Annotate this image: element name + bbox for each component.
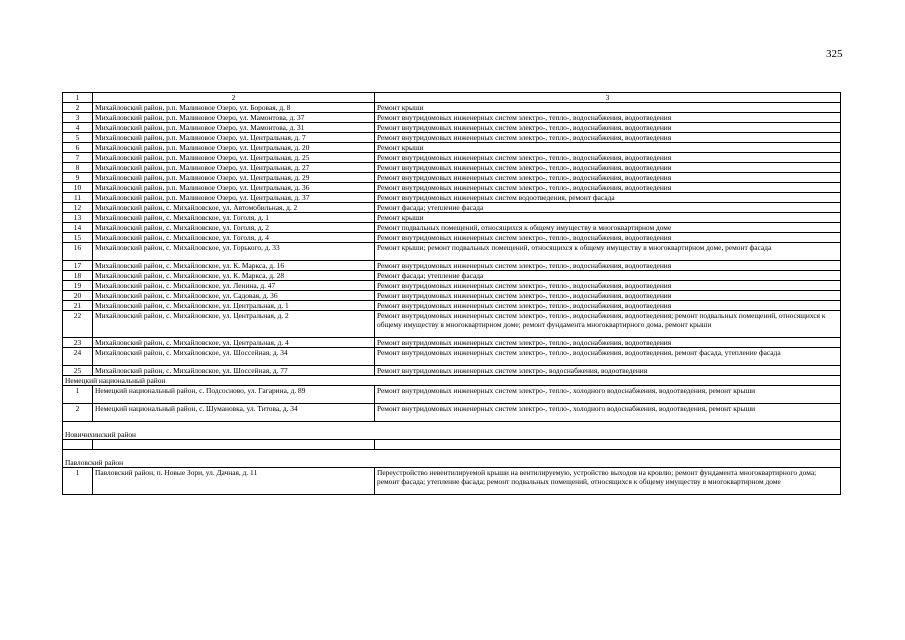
table-row [63, 163, 841, 173]
work-cell: Ремонт внутридомовых инженерных систем электро-, тепло-, холодного водоснабжения, водоотведения, ремонт крыши [375, 386, 841, 404]
work-cell: Ремонт внутридомовых инженерных систем электро-, тепло-, водоснабжения, водоотведения [375, 163, 841, 173]
address-cell: Михайловский район, с. Михайловское, ул. Гоголя, д. 1 [93, 213, 375, 223]
work-cell: Переустройство невентилируемой крыши на вентилируемую, устройство выходов на кровлю; ремонт фундамента многоквартирного дома; ремонт фасада; утепление фасада; ремонт подвальных помещений, относящихся к общему имуществу в многоквартирном доме [375, 468, 841, 495]
table-row [63, 133, 841, 143]
table-row [63, 338, 841, 348]
work-cell: Ремонт внутридомовых инженерных систем электро-, тепло-, водоснабжения, водоотведения [375, 113, 841, 123]
header-col-3: 3 [375, 93, 841, 103]
address-cell: Михайловский район, р.п. Малиновое Озеро, ул. Мамонтова, д. 37 [93, 113, 375, 123]
address-cell: Михайловский район, с. Михайловское, ул. Центральная, д. 1 [93, 301, 375, 311]
address-cell: Михайловский район, р.п. Малиновое Озеро, ул. Центральная, д. 36 [93, 183, 375, 193]
row-number: 22 [63, 311, 93, 338]
address-cell: Михайловский район, с. Михайловское, ул. Гоголя, д. 4 [93, 233, 375, 243]
row-number: 18 [63, 271, 93, 281]
row-number: 20 [63, 291, 93, 301]
address-cell: Михайловский район, р.п. Малиновое Озеро, ул. Центральная, д. 29 [93, 173, 375, 183]
table-row [63, 153, 841, 163]
work-cell: Ремонт крыши [375, 103, 841, 113]
work-cell: Ремонт внутридомовых инженерных систем электро-, тепло-, водоснабжения, водоотведения [375, 123, 841, 133]
table-row [63, 301, 841, 311]
row-number: 21 [63, 301, 93, 311]
table-row [63, 113, 841, 123]
work-cell: Ремонт внутридомовых инженерных систем электро-, тепло-, водоснабжения, водоотведения [375, 183, 841, 193]
table-row [63, 271, 841, 281]
row-number: 2 [63, 103, 93, 113]
row-number: 10 [63, 183, 93, 193]
address-cell: Михайловский район, с. Михайловское, ул. Шоссейная, д. 77 [93, 366, 375, 376]
row-number: 13 [63, 213, 93, 223]
table-row [63, 348, 841, 366]
work-cell: Ремонт внутридомовых инженерных систем электро-, тепло-, водоснабжения, водоотведения [375, 133, 841, 143]
address-cell: Михайловский район, с. Михайловское, ул. Центральная, д. 2 [93, 311, 375, 338]
section-row [63, 450, 841, 468]
table-row [63, 203, 841, 213]
section-title: Немецкий национальный район [63, 376, 841, 386]
row-number: 7 [63, 153, 93, 163]
address-cell: Немецкий национальный район, с. Подсосново, ул. Гагарина, д. 89 [93, 386, 375, 404]
work-cell: Ремонт внутридомовых инженерных систем электро-, тепло-, холодного водоснабжения, водоотведения, ремонт крыши [375, 404, 841, 422]
table-row [63, 243, 841, 261]
row-number: 16 [63, 243, 93, 261]
table-row [63, 123, 841, 133]
work-cell: Ремонт внутридомовых инженерных систем электро-, тепло-, водоснабжения, водоотведения [375, 173, 841, 183]
work-cell: Ремонт внутридомовых инженерных систем электро-, тепло-, водоснабжения, водоотведения [375, 233, 841, 243]
table-row [63, 386, 841, 404]
work-cell: Ремонт фасада; утепление фасада [375, 271, 841, 281]
row-number: 8 [63, 163, 93, 173]
table-row [63, 213, 841, 223]
work-cell: Ремонт внутридомовых инженерных систем электро-, тепло-, водоснабжения, водоотведения [375, 261, 841, 271]
address-cell: Михайловский район, р.п. Малиновое Озеро, ул. Боровая, д. 8 [93, 103, 375, 113]
table-row [63, 311, 841, 338]
section-row [63, 422, 841, 440]
work-cell: Ремонт внутридомовых инженерных систем электро-, водоснабжения, водоотведения [375, 366, 841, 376]
row-number: 9 [63, 173, 93, 183]
address-cell: Михайловский район, с. Михайловское, ул. К. Маркса, д. 16 [93, 261, 375, 271]
work-cell: Ремонт внутридомовых инженерных систем электро-, тепло-, водоснабжения, водоотведения; ремонт подвальных помещений, относящихся к общему имуществу в многоквартирном доме; ремонт фундамента многоквартирного дома, ремонт крыши [375, 311, 841, 338]
table-row [63, 404, 841, 422]
row-number: 1 [63, 386, 93, 404]
empty-row [63, 440, 841, 450]
header-col-2: 2 [93, 93, 375, 103]
row-number: 25 [63, 366, 93, 376]
address-cell: Михайловский район, р.п. Малиновое Озеро, ул. Центральная, д. 7 [93, 133, 375, 143]
table-row [63, 233, 841, 243]
address-cell: Михайловский район, с. Михайловское, ул. Автомобильная, д. 2 [93, 203, 375, 213]
address-cell: Немецкий национальный район, с. Шумановка, ул. Титова, д. 34 [93, 404, 375, 422]
row-number: 24 [63, 348, 93, 366]
work-cell: Ремонт фасада; утепление фасада [375, 203, 841, 213]
work-cell: Ремонт внутридомовых инженерных систем электро-, тепло-, водоснабжения, водоотведения [375, 338, 841, 348]
row-number: 14 [63, 223, 93, 233]
table-row [63, 103, 841, 113]
work-cell: Ремонт подвальных помещений, относящихся к общему имуществу в многоквартирном доме [375, 223, 841, 233]
work-cell: Ремонт крыши [375, 143, 841, 153]
table-row [63, 366, 841, 376]
empty-cell [375, 440, 841, 450]
repair-table [62, 92, 841, 495]
address-cell: Михайловский район, р.п. Малиновое Озеро, ул. Центральная, д. 37 [93, 193, 375, 203]
empty-cell [93, 440, 375, 450]
table-row [63, 183, 841, 193]
row-number: 19 [63, 281, 93, 291]
work-cell: Ремонт внутридомовых инженерных систем электро-, тепло-, водоснабжения, водоотведения, ремонт фасада, утепление фасада [375, 348, 841, 366]
row-number: 11 [63, 193, 93, 203]
row-number: 2 [63, 404, 93, 422]
table-row [63, 468, 841, 495]
address-cell: Михайловский район, с. Михайловское, ул. К. Маркса, д. 28 [93, 271, 375, 281]
address-cell: Михайловский район, с. Михайловское, ул. Ленина, д. 47 [93, 281, 375, 291]
address-cell: Михайловский район, с. Михайловское, ул. Горького, д. 33 [93, 243, 375, 261]
table-row [63, 193, 841, 203]
table-row [63, 223, 841, 233]
address-cell: Михайловский район, р.п. Малиновое Озеро, ул. Мамонтова, д. 31 [93, 123, 375, 133]
row-number: 3 [63, 113, 93, 123]
table-row [63, 261, 841, 271]
address-cell: Михайловский район, р.п. Малиновое Озеро, ул. Центральная, д. 25 [93, 153, 375, 163]
row-number: 23 [63, 338, 93, 348]
header-row [63, 93, 841, 103]
address-cell: Михайловский район, с. Михайловское, ул. Шоссейная, д. 34 [93, 348, 375, 366]
empty-cell [63, 440, 93, 450]
work-cell: Ремонт крыши [375, 213, 841, 223]
address-cell: Михайловский район, с. Михайловское, ул. Центральная, д. 4 [93, 338, 375, 348]
table-row [63, 173, 841, 183]
row-number: 12 [63, 203, 93, 213]
row-number: 5 [63, 133, 93, 143]
work-cell: Ремонт внутридомовых инженерных систем водоотведения, ремонт фасада [375, 193, 841, 203]
row-number: 15 [63, 233, 93, 243]
row-number: 1 [63, 468, 93, 495]
row-number: 17 [63, 261, 93, 271]
section-title: Новичихинский район [63, 422, 841, 440]
table-row [63, 281, 841, 291]
section-title: Павловский район [63, 450, 841, 468]
table-row [63, 291, 841, 301]
address-cell: Михайловский район, с. Михайловское, ул. Садовая, д. 36 [93, 291, 375, 301]
work-cell: Ремонт внутридомовых инженерных систем электро-, тепло-, водоснабжения, водоотведения [375, 281, 841, 291]
work-cell: Ремонт внутридомовых инженерных систем электро-, тепло-, водоснабжения, водоотведения [375, 291, 841, 301]
row-number: 6 [63, 143, 93, 153]
work-cell: Ремонт внутридомовых инженерных систем электро-, тепло-, водоснабжения, водоотведения [375, 153, 841, 163]
address-cell: Павловский район, п. Новые Зори, ул. Дачная, д. 11 [93, 468, 375, 495]
work-cell: Ремонт крыши; ремонт подвальных помещений, относящихся к общему имуществу в многоквартирном доме, ремонт фасада [375, 243, 841, 261]
address-cell: Михайловский район, р.п. Малиновое Озеро, ул. Центральная, д. 27 [93, 163, 375, 173]
address-cell: Михайловский район, с. Михайловское, ул. Гоголя, д. 2 [93, 223, 375, 233]
table-row [63, 143, 841, 153]
work-cell: Ремонт внутридомовых инженерных систем электро-, тепло-, водоснабжения, водоотведения [375, 301, 841, 311]
section-row [63, 376, 841, 386]
row-number: 4 [63, 123, 93, 133]
address-cell: Михайловский район, р.п. Малиновое Озеро, ул. Центральная, д. 20 [93, 143, 375, 153]
header-col-1: 1 [63, 93, 93, 103]
page-number: 325 [826, 48, 843, 60]
